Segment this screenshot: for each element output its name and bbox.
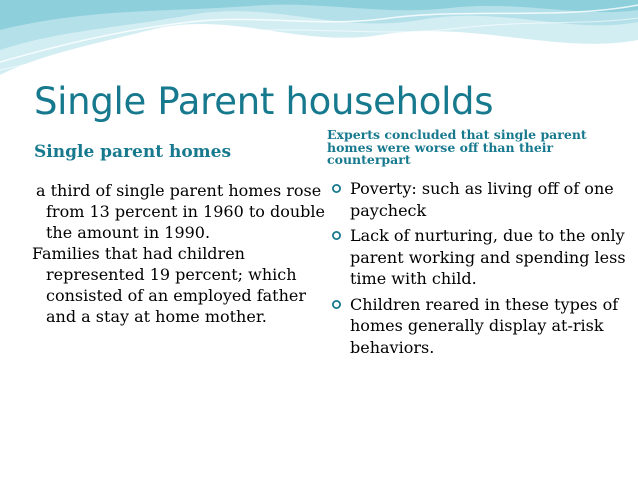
right-column-bullet-list xyxy=(330,178,630,362)
bullet-text: Lack of nurturing, due to the only parent working and spending less time with child. xyxy=(350,226,626,288)
bullet-text: Children reared in these types of homes generally display at-risk behaviors. xyxy=(350,294,619,357)
teal-circle-bullet-icon xyxy=(332,300,341,309)
bullet-text: Poverty: such as living off of one paycheck xyxy=(350,179,614,220)
left-paragraph: Families that had children represented 19 percent; which consisted of an employed father and a stay at home mother. xyxy=(32,244,307,326)
left-paragraph: a third of single parent homes rose from 13 percent in 1960 to double the amount in 1990. xyxy=(36,181,325,242)
bullet-item xyxy=(330,225,630,290)
teal-circle-bullet-icon xyxy=(332,231,341,240)
header-wave-decoration xyxy=(0,0,638,85)
bullet-item xyxy=(330,178,630,221)
left-column-heading: Single parent homes xyxy=(34,142,232,162)
bullet-item xyxy=(330,294,630,359)
teal-circle-bullet-icon xyxy=(332,184,341,193)
left-column-body xyxy=(32,180,332,327)
right-column-heading: Experts concluded that single parent homes were worse off than their counterpart xyxy=(327,127,587,167)
slide-title: Single Parent households xyxy=(34,80,494,123)
